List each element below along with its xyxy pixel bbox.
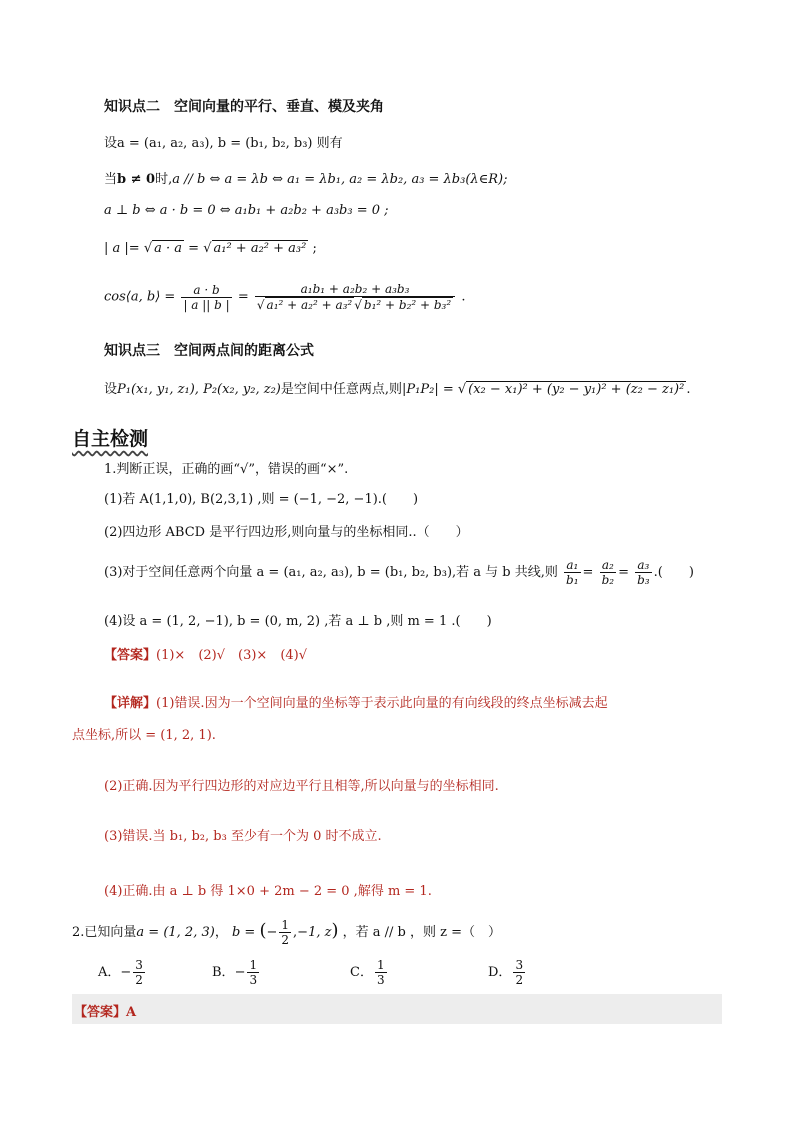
option-frac [513,958,525,987]
q2-a-val: a = (1, 2, 3) [136,925,215,940]
parallel-formula: a // b ⇔ a = λb ⇔ a₁ = λb₁, a₂ = λb₂, a₃ = λb₃(λ∈R); [172,172,508,187]
paren-open-icon: ( [259,920,267,941]
q2-stem-prefix: 2.已知向量 [72,925,137,940]
distance-points: P₁(x₁, y₁, z₁), P₂(x₂, y₂, z₂) [117,382,281,397]
distance-end: . [686,382,691,397]
sqrt-icon [144,241,152,256]
selfcheck-heading: 自主检测 [72,428,149,450]
q2-b-frac-n: 1 [281,918,290,932]
option-n: 3 [515,958,524,972]
cos-frac2 [255,282,455,312]
q2-option-c[interactable] [350,958,389,987]
option-n: 1 [249,958,258,972]
paren-close-icon: ) [331,920,339,941]
cosine-formula [104,282,465,312]
option-sign: − [120,965,132,980]
option-frac [375,958,387,987]
option-sign: − [234,965,246,980]
q1-item3-tail: .( ) [653,565,694,580]
option-d: 3 [376,973,385,987]
q1-detail3: (3)错误.当 b₁, b₂, b₃ 至少有一个为 0 时不成立. [104,829,382,844]
q1-frac2 [600,558,617,587]
q2-b-frac [279,918,291,947]
section2-heading: 知识点二 空间向量的平行、垂直、模及夹角 [104,99,384,115]
parallel-mid: 时, [155,172,173,187]
q1-answer-label: 【答案】 [104,648,157,663]
q2-option-b[interactable] [212,958,261,987]
vec-b-def: b = (b₁, b₂, b₃) [217,136,313,151]
cos-num1: a · b [181,283,231,298]
distance-lhs: |P₁P₂| = [402,382,454,397]
q1-detail1-line2: 点坐标,所以 = (1, 2, 1). [72,728,216,743]
q1-frac3-d: b₃ [637,573,650,587]
distance-prefix: 设 [104,382,118,397]
q1-detail1-line1 [104,692,608,711]
option-label: B． [212,965,235,980]
option-frac [133,958,145,987]
q2-answer-label: 【答案】 [74,1005,127,1020]
q2-answer-value: A [126,1005,137,1020]
cos-lhs: cos⟨a, b⟩ = [104,289,176,305]
vector-definition: 设a = (a₁, a₂, a₃), b = (b₁, b₂, b₃) 则有 [104,136,343,151]
q1-detail1-text: (1)错误.因为一个空间向量的坐标等于表示此向量的有向线段的终点坐标减去起 [156,696,608,711]
sqrt-icon [354,298,362,312]
option-d: 2 [135,973,143,987]
q1-item1: (1)若 A(1,1,0), B(2,3,1) ,则 = (−1, −2, −1).( ) [104,492,419,507]
option-frac [247,958,259,987]
norm-sqrt1: a · a [154,241,183,256]
option-label: C． [350,965,373,980]
norm-formula [104,240,317,256]
option-label: A． [98,965,121,980]
option-label: D． [488,965,512,980]
q1-detail-label: 【详解】 [104,696,157,711]
cos-den2b: b₁² + b₂² + b₃² [363,298,452,312]
q1-frac2-d: b₂ [601,573,615,587]
norm-sqrt2: a₁² + a₂² + a₃² [213,241,307,256]
q2-answer [74,1001,136,1020]
q1-item3-text: (3)对于空间任意两个向量 a = (a₁, a₂, a₃), b = (b₁, b₂, b₃),若 a 与 b 共线,则 [104,565,558,580]
norm-eq: = [188,241,200,256]
q1-frac1-n: a₁ [564,558,581,573]
q1-answer [104,644,307,663]
q2-option-a[interactable] [98,958,147,987]
q1-detail2: (2)正确.因为平行四边形的对应边平行且相等,所以向量与的坐标相同. [104,779,499,794]
cos-den2a: a₁² + a₂² + a₃² [266,298,353,312]
q1-frac3-n: a₃ [635,558,652,573]
option-n: 1 [376,958,385,972]
q1-item4: (4)设 a = (1, 2, −1), b = (0, m, 2) ,若 a ⊥ b ,则 m = 1 .( ) [104,614,492,629]
parallel-cond: b ≠ 0 [117,172,156,187]
cos-den2 [255,297,455,312]
option-d: 2 [515,973,524,987]
q1-frac3 [635,558,652,587]
perpendicular-condition: a ⊥ b ⇔ a · b = 0 ⇔ a₁b₁ + a₂b₂ + a₃b₃ = 0 ; [104,203,389,218]
q2-option-d[interactable] [488,958,527,987]
q1-frac2-n: a₂ [600,558,617,573]
distance-formula [104,378,690,397]
sqrt-icon [203,241,211,256]
sqrt-icon [257,298,265,312]
q2-stem: 2.已知向量a = (1, 2, 3)， b = (− $\frac{1}{2}$ ,−1, z) ，若 a // b ，则 z =（ ） [72,918,501,947]
option-n: 3 [135,958,143,972]
section3-heading: 知识点三 空间两点间的距离公式 [104,343,314,359]
norm-lhs: | a |= [104,241,140,256]
sqrt-icon [458,382,466,397]
q2-b-frac-d: 2 [281,933,290,947]
cos-frac1 [181,283,231,312]
cos-num2: a₁b₁ + a₂b₂ + a₃b₃ [255,282,455,297]
distance-text: 是空间中任意两点,则 [280,382,403,397]
cos-eq: = [237,289,249,305]
q1-frac1 [564,558,581,587]
q1-stem: 1.判断正误，正确的画“√”，错误的画“×”. [104,462,349,477]
cos-end: . [461,289,466,305]
distance-rhs: (x₂ − x₁)² + (y₂ − y₁)² + (z₂ − z₁)² [468,382,685,397]
q2-cond: ，若 a // b ，则 z =（ ） [342,925,501,940]
parallel-condition [104,168,508,187]
vec-def-prefix: 设 [104,136,118,151]
q2-answer-bar [72,994,722,1024]
q2-b-val: −1, z [297,925,332,940]
vec-def-suffix: 则有 [316,136,343,151]
q1-item3: (3)对于空间任意两个向量 a = (a₁, a₂, a₃), b = (b₁, b₂, b₃),若 a 与 b 共线,则 $\frac{\text{a₁}}{\text{b₁}}$ = $\frac{\text{a₂}}{\text{b₂}}$ = $\frac{\text{a₃}}{\text{b₃}}$ .( ) [104,558,694,587]
vec-a-def: a = (a₁, a₂, a₃) [117,136,210,151]
q1-item2: (2)四边形 ABCD 是平行四边形,则向量与的坐标相同..（ ） [104,525,469,540]
cos-den1: | a || b | [183,297,230,312]
parallel-prefix: 当 [104,172,118,187]
option-d: 3 [249,973,258,987]
q1-answer-value: (1)× (2)√ (3)× (4)√ [156,648,308,663]
q2-b-prefix: b = [231,925,256,940]
q1-frac1-d: b₁ [566,573,579,587]
norm-end: ; [312,241,317,256]
q1-detail4: (4)正确.由 a ⊥ b 得 1×0 + 2m − 2 = 0 ,解得 m = 1. [104,884,432,899]
